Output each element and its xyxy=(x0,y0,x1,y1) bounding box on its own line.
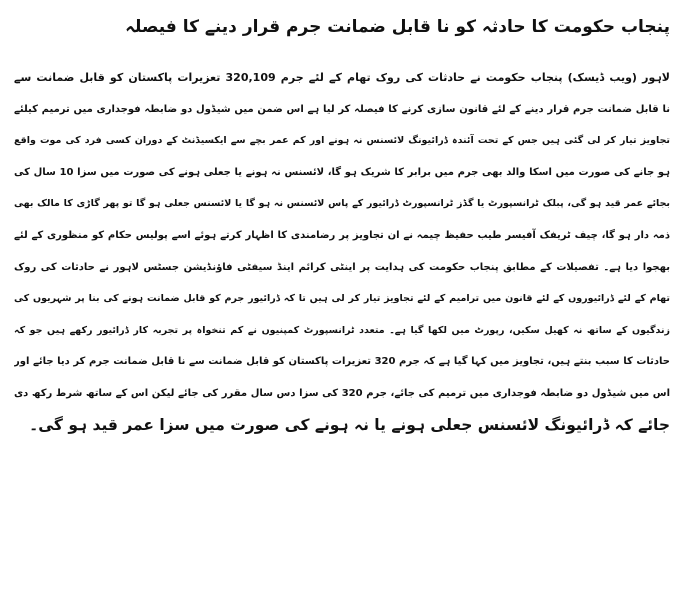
body-line: اس میں شیڈول دو ضابطہ فوجداری میں ترمیم کی جائے، جرم 320 کی سزا دس سال مقرر کی جائے لیکن اس کے ساتھ شرط رکھ دی xyxy=(14,387,670,399)
body-line-last: جائے کہ ڈرائیونگ لائسنس جعلی ہونے یا نہ ہونے کی صورت میں سزا عمر قید ہو گی۔ xyxy=(29,415,670,434)
news-article xyxy=(14,0,670,595)
body-line: حادثات کا سبب بنتے ہیں، تجاویز میں کہا گیا ہے کہ جرم 320 تعزیرات پاکستان کو قابل ضمانت سے نا قابل ضمانت جرم کر دیا جائے اور xyxy=(14,356,670,368)
body-line: تجاویز تیار کر لی گئی ہیں جس کے تحت آئندہ ڈرائیونگ لائسنس نہ ہونے اور کم عمر بچے سے ایکسیڈنٹ کے دوران کسی فرد کی موت واقع xyxy=(14,135,670,147)
body-line: زندگیوں کے ساتھ نہ کھیل سکیں، رپورٹ میں لکھا گیا ہے۔ متعدد ٹرانسپورٹ کمپنیوں نے کم تنخواہ پر تجربہ کار ڈرائیور رکھے ہیں جو کہ xyxy=(14,324,670,336)
body-line: نا قابل ضمانت جرم قرار دینے کے لئے قانون سازی کرنے کا فیصلہ کر لیا ہے اس ضمن میں شیڈول دو ضابطہ فوجداری میں ترمیم کیلئے xyxy=(14,103,670,115)
article-body xyxy=(14,62,670,441)
body-line: تھام کے لئے ڈرائیوروں کے لئے قانون میں ترامیم کے لئے تجاویز تیار کر لی ہیں تا کہ ڈرائیور جرم کو قابل ضمانت ہونے کی بنا پر شہریوں کی xyxy=(14,293,670,305)
body-line: بجائے عمر قید ہو گی، پبلک ٹرانسپورٹ یا گڈز ٹرانسپورٹ ڈرائیور کے پاس لائسنس نہ ہو گا یا لائسنس جعلی ہو گا تو پھر گاڑی کا مالک بھی xyxy=(14,198,670,210)
body-line: لاہور (ویب ڈیسک) پنجاب حکومت نے حادثات کی روک تھام کے لئے جرم 320,109 تعزیرات پاکستان کو قابل ضمانت سے xyxy=(14,71,670,84)
body-line: ہو جانے کی صورت میں اسکا والد بھی جرم میں برابر کا شریک ہو گا، لائسنس نہ ہونے یا جعلی ہونے کی صورت میں سزا 10 سال کی xyxy=(14,166,670,178)
body-line: بھجوا دیا ہے۔ تفصیلات کے مطابق پنجاب حکومت کی ہدایت پر اینٹی کرائم اینڈ سیفٹی فاؤنڈیشن جسٹس لاہور نے حادثات کی روک xyxy=(14,261,670,273)
article-headline: پنجاب حکومت کا حادثہ کو نا قابل ضمانت جرم قرار دینے کا فیصلہ xyxy=(125,17,670,37)
body-line: ذمہ دار ہو گا، چیف ٹریفک آفیسر طیب حفیظ چیمہ نے ان تجاویز پر رضامندی کا اظہار کرتے ہوئے اسے پولیس حکام کو منظوری کے لئے xyxy=(14,229,670,241)
